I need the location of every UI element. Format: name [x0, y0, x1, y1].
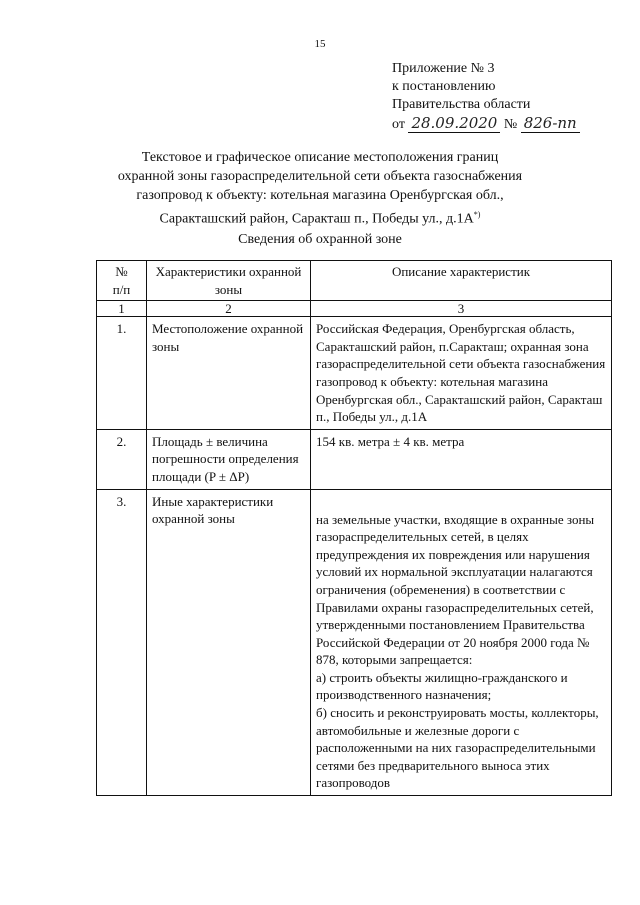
header-characteristics: Характеристики охранной зоны	[147, 261, 311, 301]
column-number-row	[97, 301, 612, 317]
document-title	[70, 148, 570, 229]
table-row	[97, 489, 612, 796]
restriction-item-a: а) строить объекты жилищно-гражданского и производственного назначения;	[316, 669, 568, 703]
appendix-line-3: Правительства области	[392, 97, 531, 112]
appendix-line-4	[392, 114, 580, 134]
appendix-line-1: Приложение № 3	[392, 61, 495, 76]
title-line-3: газопровод к объекту: котельная магазина Оренбургская обл.,	[136, 188, 504, 203]
title-line-1: Текстовое и графическое описание местоположения границ	[141, 150, 499, 165]
table-row	[97, 429, 612, 489]
header-number-line-1: №	[115, 264, 128, 279]
row-number: 2.	[97, 429, 147, 489]
footnote-mark: *)	[473, 210, 481, 219]
row-description-cell	[311, 489, 612, 796]
appendix-line-2: к постановлению	[392, 79, 496, 94]
appendix-block	[392, 60, 580, 134]
number-label: №	[503, 117, 518, 132]
page-number: 15	[314, 38, 326, 50]
row-characteristic: Площадь ± величина погрешности определения площади (P ± ΔP)	[147, 429, 311, 489]
row-description: Российская Федерация, Оренбургская область, Саракташский район, п.Саракташ; охранная зона газораспределительной сети объекта газоснабжения газопровод к объекту: котельная магазина Оренбургская обл., Саракташский район, Саракташ п., Победы ул., д.1А	[311, 317, 612, 430]
header-description: Описание характеристик	[311, 261, 612, 301]
handwritten-number: 826-пп	[521, 114, 580, 133]
row-description: на земельные участки, входящие в охранные зоны газораспределительных сетей, в целях предупреждения их повреждения или нарушения условий их нормальной эксплуатации налагаются ограничения (обременения) в соответствии с Правилами охраны газораспределительных сетей, утвержденными постановлением Правительства Российской Федерации от 20 ноября 2000 года № 878, которыми запрещается:	[316, 511, 595, 668]
section-subtitle: Сведения об охранной зоне	[238, 232, 402, 247]
row-characteristic: Иные характеристики охранной зоны	[147, 489, 311, 796]
header-number-line-2: п/п	[112, 281, 131, 297]
zone-info-table	[96, 260, 612, 796]
column-number: 1	[97, 301, 147, 317]
header-number	[97, 261, 147, 301]
cell-spacer	[316, 493, 606, 511]
column-number: 2	[147, 301, 311, 317]
handwritten-date: 28.09.2020	[408, 114, 500, 133]
title-line-4-text: Саракташский район, Саракташ п., Победы ул., д.1А	[159, 211, 474, 227]
row-number: 3.	[97, 489, 147, 796]
restriction-item-b: б) сносить и реконструировать мосты, коллекторы, автомобильные и железные дороги с расположенными на них газораспределительными сетями без предварительного выноса этих газопроводов	[316, 705, 599, 791]
title-line-2: охранной зоны газораспределительной сети объекта газоснабжения	[117, 169, 523, 184]
row-characteristic: Местоположение охранной зоны	[147, 317, 311, 430]
table-row	[97, 317, 612, 430]
row-number: 1.	[97, 317, 147, 430]
column-number: 3	[311, 301, 612, 317]
title-line-4	[70, 205, 570, 229]
table-header-row	[97, 261, 612, 301]
row-description: 154 кв. метра ± 4 кв. метра	[311, 429, 612, 489]
from-label: от	[392, 117, 405, 132]
